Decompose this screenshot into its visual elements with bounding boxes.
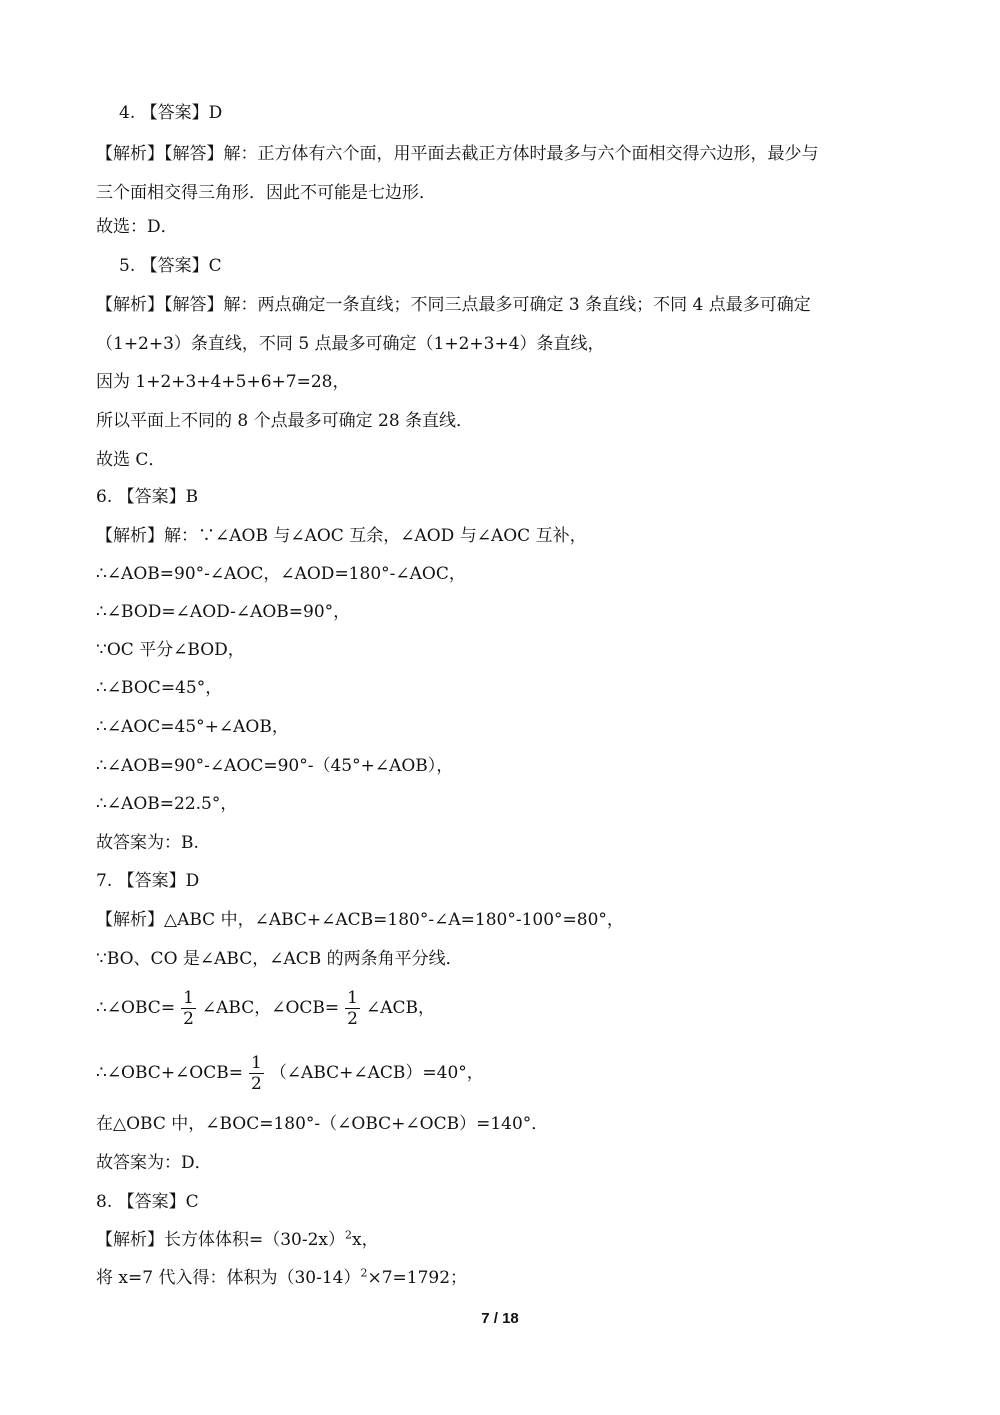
q6-answer: 6. 【答案】B: [96, 487, 199, 507]
q4-answer: 4. 【答案】D: [119, 103, 223, 123]
q7-line-3-part-c: ∠ACB，: [365, 998, 436, 1018]
q7-conclusion: 故答案为：D．: [96, 1153, 212, 1173]
q7-line-4-part-b: （∠ABC+∠ACB）=40°，: [269, 1063, 484, 1083]
q5-analysis-line-1: 【解析】【解答】解：两点确定一条直线；不同三点最多可确定 3 条直线；不同 4 点最多可确定: [96, 295, 811, 315]
half-fraction: [181, 988, 196, 1029]
q8-line-1-exponent: 2: [345, 1228, 353, 1242]
q7-line-3: [96, 986, 435, 1030]
fraction-numerator: 1: [347, 988, 358, 1008]
q5-conclusion: 故选 C．: [96, 450, 166, 470]
q6-line-3: ∴∠BOD=∠AOD-∠AOB=90°，: [96, 602, 351, 622]
fraction-denominator: 2: [250, 1074, 262, 1094]
q6-line-8: ∴∠AOB=22.5°，: [96, 794, 238, 814]
q8-line-1: [96, 1229, 379, 1251]
q4-conclusion: 故选：D．: [96, 217, 178, 237]
q7-answer: 7. 【答案】D: [96, 871, 200, 891]
q8-line-2-part-b: ×7=1792；: [367, 1268, 468, 1288]
q8-line-2: [96, 1267, 467, 1289]
q8-line-2-part-a: 将 x=7 代入得：体积为（30-14）: [96, 1268, 361, 1288]
fraction-numerator: 1: [250, 1053, 262, 1073]
q6-line-4: ∵OC 平分∠BOD，: [96, 640, 245, 660]
q8-line-2-exponent: 2: [360, 1266, 368, 1280]
fraction-denominator: 2: [347, 1009, 358, 1029]
q7-line-2: ∵BO、CO 是∠ABC，∠ACB 的两条角平分线．: [96, 949, 463, 969]
q7-line-4-part-a: ∴∠OBC+∠OCB=: [96, 1063, 243, 1083]
q4-analysis-line-2: 三个面相交得三角形．因此不可能是七边形．: [96, 183, 436, 203]
half-fraction: [249, 1053, 264, 1094]
q8-line-1-part-a: 【解析】长方体体积=（30-2x）: [96, 1230, 346, 1250]
q6-line-7: ∴∠AOB=90°-∠AOC=90°-（45°+∠AOB），: [96, 756, 454, 776]
q6-line-1: 【解析】解：∵∠AOB 与∠AOC 互余，∠AOD 与∠AOC 互补，: [96, 526, 587, 546]
q7-line-5: 在△OBC 中，∠BOC=180°-（∠OBC+∠OCB）=140°．: [96, 1114, 549, 1134]
q6-line-5: ∴∠BOC=45°，: [96, 678, 223, 698]
q6-conclusion: 故答案为：B.: [96, 833, 199, 853]
half-fraction: [345, 988, 360, 1029]
q8-answer: 8. 【答案】C: [96, 1192, 199, 1212]
page-number: 7 / 18: [481, 1310, 519, 1327]
q5-answer: 5. 【答案】C: [119, 256, 222, 276]
q6-line-6: ∴∠AOC=45°+∠AOB，: [96, 717, 289, 737]
q8-line-1-part-b: x，: [352, 1230, 379, 1250]
q5-analysis-line-2: （1+2+3）条直线，不同 5 点最多可确定（1+2+3+4）条直线，: [96, 334, 605, 354]
q5-analysis-line-4: 所以平面上不同的 8 个点最多可确定 28 条直线．: [96, 411, 474, 431]
fraction-numerator: 1: [183, 988, 194, 1008]
q5-analysis-line-3: 因为 1+2+3+4+5+6+7=28，: [96, 372, 350, 392]
q7-line-4: [96, 1051, 484, 1095]
q4-analysis-line-1: 【解析】【解答】解：正方体有六个面，用平面去截正方体时最多与六个面相交得六边形，最少与: [96, 144, 819, 164]
q7-line-1: 【解析】△ABC 中，∠ABC+∠ACB=180°-∠A=180°-100°=80°，: [96, 910, 624, 930]
q7-line-3-part-a: ∴∠OBC=: [96, 998, 176, 1018]
q6-line-2: ∴∠AOB=90°-∠AOC，∠AOD=180°-∠AOC，: [96, 564, 466, 584]
q7-line-3-part-b: ∠ABC，∠OCB=: [201, 998, 340, 1018]
fraction-denominator: 2: [183, 1009, 194, 1029]
